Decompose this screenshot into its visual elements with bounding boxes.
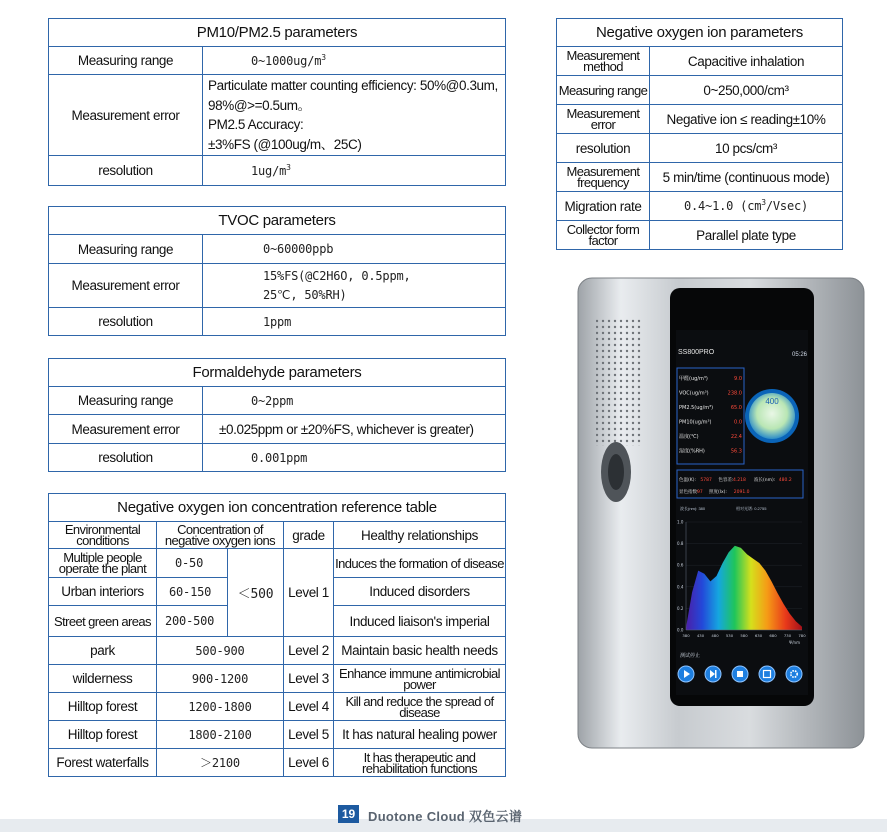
- header-environment: Environmental conditions: [49, 522, 157, 549]
- table-row-health: Maintain basic health needs: [334, 637, 506, 665]
- page-footer: [0, 805, 887, 832]
- tvoc-error-label: Measurement error: [49, 264, 203, 308]
- table-row-health: It has therapeutic and rehabilitation functions: [334, 749, 506, 777]
- reading-label: 湿度(%RH): [679, 448, 705, 455]
- reading-value: 238.0: [727, 390, 742, 397]
- negion-resolution-label: resolution: [557, 134, 650, 163]
- chart-header-left: 波长(nm): 380: [680, 506, 706, 511]
- negion-migration-value: 0.4~1.0 $(cm^3/Vsec)$: [650, 192, 843, 221]
- header-grade: grade: [284, 522, 334, 549]
- negion-parameters-table: [556, 18, 843, 250]
- header-health: Healthy relationships: [334, 522, 506, 549]
- table-row-conc: 1800-2100: [157, 721, 284, 749]
- reading-value: 9.0: [734, 376, 742, 382]
- reading-label: 甲醛(ug/m³): [679, 376, 708, 382]
- table-row-env: Forest waterfalls: [49, 749, 157, 777]
- formaldehyde-range-label: Measuring range: [49, 387, 203, 415]
- settings-button[interactable]: [786, 666, 802, 682]
- tvoc-resolution-label: resolution: [49, 308, 203, 336]
- table-row-conc: 60-150: [157, 578, 228, 606]
- negion-range-label: Measuring range: [557, 76, 650, 105]
- table-row-env: Urban interiors: [49, 578, 157, 606]
- grade-level-1: Level 1: [284, 549, 334, 637]
- formaldehyde-error-value: ±0.025ppm or ±20%FS, whichever is greater): [203, 415, 506, 444]
- page-number: 19: [338, 805, 359, 823]
- save-button[interactable]: [759, 666, 775, 682]
- reading-value: 22.4: [730, 434, 742, 440]
- x-tick-label: 380: [682, 633, 690, 638]
- table-row-conc: 1200-1800: [157, 693, 284, 721]
- threshold-cell: ＜500: [228, 549, 284, 637]
- x-tick-label: 430: [696, 633, 705, 638]
- stat-label: 显色指数:: [679, 490, 699, 495]
- table-row-health: Induces the formation of disease: [334, 549, 506, 578]
- x-tick-label: 680: [769, 633, 777, 638]
- screen-time: 05:26: [792, 352, 808, 358]
- y-tick-label: 0.4: [677, 584, 684, 590]
- reading-value: 56.3: [730, 448, 742, 455]
- x-tick-label: 580: [740, 633, 748, 638]
- tvoc-range-label: Measuring range: [49, 235, 203, 264]
- table-row-env: Hilltop forest: [49, 693, 157, 721]
- table-row-health: It has natural healing power: [334, 721, 506, 749]
- pm-parameters-table: [48, 18, 506, 186]
- reference-table-title: Negative oxygen ion concentration reference table: [49, 494, 506, 522]
- table-row-env: wilderness: [49, 665, 157, 693]
- stat-label: 波长(nm):: [754, 478, 776, 483]
- stat-value: 480.2: [778, 478, 792, 483]
- reading-label: PM10(ug/m³): [679, 419, 712, 426]
- stat-label: 色容差:: [718, 478, 734, 483]
- header-concentration: Concentration of negative oxygen ions: [157, 522, 284, 549]
- pm-range-label: Measuring range: [49, 47, 203, 75]
- pm-error-label: Measurement error: [49, 75, 203, 156]
- formaldehyde-resolution-value: 0.001ppm: [203, 444, 506, 472]
- table-row-health: Induced disorders: [334, 578, 506, 606]
- footer-brand: Duotone Cloud 双色云谱: [368, 809, 523, 824]
- tvoc-table-title: TVOC parameters: [49, 207, 506, 235]
- x-tick-label: 530: [725, 633, 734, 638]
- tvoc-range-value: 0~60000ppb: [203, 235, 506, 264]
- y-tick-label: 0.0: [677, 627, 684, 633]
- table-row-env: Hilltop forest: [49, 721, 157, 749]
- y-tick-label: 0.6: [677, 562, 684, 568]
- table-row-conc: 500-900: [157, 637, 284, 665]
- stat-value: 2091.0: [733, 490, 750, 495]
- speaker-grille: [596, 318, 642, 446]
- gauge-value: 400: [765, 397, 779, 406]
- pm-resolution-value: $1ug/m^3$: [203, 156, 506, 186]
- formaldehyde-range-value: 0~2ppm: [203, 387, 506, 415]
- pm-resolution-label: resolution: [49, 156, 203, 186]
- table-row-conc: 900-1200: [157, 665, 284, 693]
- reading-label: VOC(ug/m³): [679, 390, 709, 397]
- table-row-health: Induced liaison's imperial: [334, 606, 506, 637]
- table-row-env: Multiple people operate the plant: [49, 549, 157, 578]
- reading-label: 温度(℃): [679, 434, 699, 440]
- tvoc-parameters-table: [48, 206, 506, 336]
- stat-label: 色温(K):: [679, 478, 696, 483]
- negion-migration-label: Migration rate: [557, 192, 650, 221]
- x-tick-label: 780: [798, 633, 806, 638]
- table-row-grade: Level 3: [284, 665, 334, 693]
- table-row-conc: ＞2100: [157, 749, 284, 777]
- table-row-conc: 0-50: [157, 549, 228, 578]
- negion-frequency-label: Measurement frequency: [557, 163, 650, 192]
- pm-error-value: Particulate matter counting efficiency: 50%@0.3um, 98%@>=0.5um。 PM2.5 Accuracy: ±3%FS (@100ug/m、25C): [203, 75, 506, 156]
- table-row-grade: Level 6: [284, 749, 334, 777]
- chart-header-right: 相对光谱: 0.2755: [736, 506, 767, 511]
- negion-collector-value: Parallel plate type: [650, 221, 843, 250]
- tvoc-resolution-value: 1ppm: [203, 308, 506, 336]
- stat-value: 5787: [700, 478, 712, 483]
- y-tick-label: 0.2: [677, 605, 684, 611]
- table-row-env: park: [49, 637, 157, 665]
- table-row-conc: 200-500: [157, 606, 228, 637]
- stat-value: 97: [697, 490, 703, 495]
- formaldehyde-table-title: Formaldehyde parameters: [49, 359, 506, 387]
- pm-table-title: PM10/PM2.5 parameters: [49, 19, 506, 47]
- negion-method-value: Capacitive inhalation: [650, 47, 843, 76]
- stat-value: 4.218: [733, 478, 746, 483]
- formaldehyde-error-label: Measurement error: [49, 415, 203, 444]
- negion-table-title: Negative oxygen ion parameters: [557, 19, 843, 47]
- table-row-grade: Level 4: [284, 693, 334, 721]
- table-row-health: Enhance immune antimicrobial power: [334, 665, 506, 693]
- device-photo: [576, 276, 866, 752]
- stop-icon: [737, 671, 743, 677]
- negion-error-value: Negative ion ≤ reading±10%: [650, 105, 843, 134]
- reference-table: [48, 493, 506, 777]
- negion-frequency-value: 5 min/time (continuous mode): [650, 163, 843, 192]
- reading-value: 0.0: [734, 419, 742, 426]
- formaldehyde-resolution-label: resolution: [49, 444, 203, 472]
- table-row-grade: Level 5: [284, 721, 334, 749]
- table-row-grade: Level 2: [284, 637, 334, 665]
- x-unit-label: Ψ/nm: [789, 640, 800, 645]
- reading-value: 65.0: [730, 405, 742, 411]
- formaldehyde-parameters-table: [48, 358, 506, 472]
- x-tick-label: 730: [783, 633, 792, 638]
- y-tick-label: 0.8: [677, 541, 684, 547]
- negion-error-label: Measurement error: [557, 105, 650, 134]
- table-row-env: Street green areas: [49, 606, 157, 637]
- tvoc-error-value: 15%FS(@C2H6O, 0.5ppm, 25℃, 50%RH): [203, 264, 506, 308]
- table-row-health: Kill and reduce the spread of disease: [334, 693, 506, 721]
- negion-collector-label: Collector form factor: [557, 221, 650, 250]
- screen-status: 测试停止: [680, 653, 701, 659]
- reading-label: PM2.5(ug/m³): [679, 405, 714, 411]
- x-tick-label: 630: [754, 633, 763, 638]
- x-tick-label: 480: [711, 633, 719, 638]
- pm-range-value: $0\sim 1000ug/m^3$: [203, 47, 506, 75]
- stat-label: 照度(lx):: [709, 490, 727, 495]
- negion-range-value: 0~250,000/cm³: [650, 76, 843, 105]
- screen-model: SS800PRO: [678, 349, 715, 356]
- negion-method-label: Measurement method: [557, 47, 650, 76]
- negion-resolution-value: 10 pcs/cm³: [650, 134, 843, 163]
- y-tick-label: 1.0: [677, 519, 684, 525]
- device-illustration: [576, 276, 866, 752]
